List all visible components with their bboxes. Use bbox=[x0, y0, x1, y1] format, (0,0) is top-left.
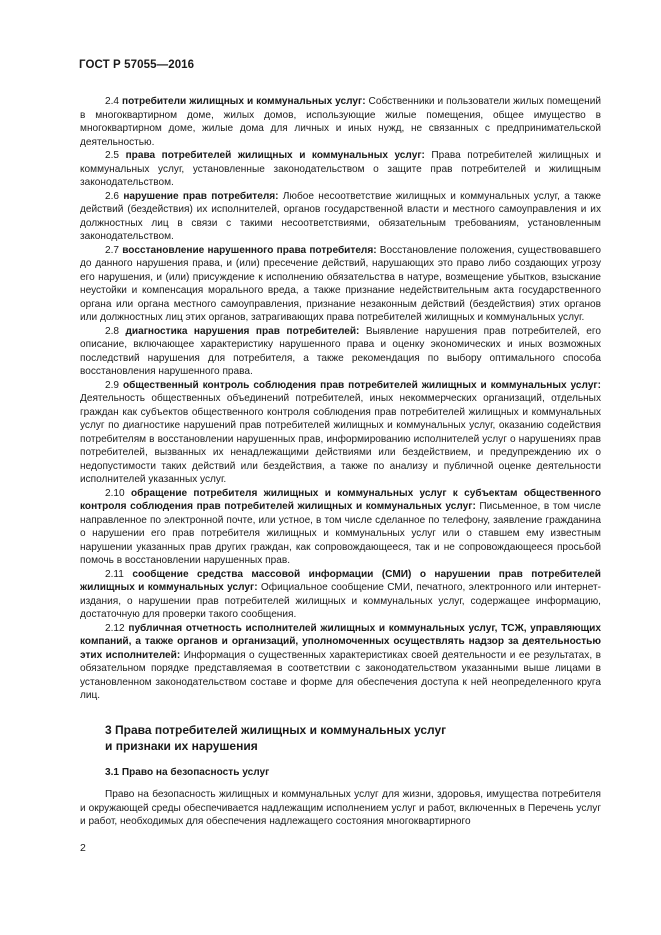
definition-2-5: 2.5 права потребителей жилищных и коммунальных услуг: Права потребителей жилищных и коммунальных услуг, установленные законодательством о защите прав потребителей и жилищным законодательством. bbox=[80, 150, 601, 188]
document-header: ГОСТ Р 57055—2016 bbox=[79, 59, 195, 71]
subsection-title: 3.1 Право на безопасность услуг bbox=[105, 766, 270, 778]
definition-2-10: 2.10 обращение потребителя жилищных и коммунальных услуг к субъектам общественного контроля соблюдения прав потребителей жилищных и коммунальных услуг: Письменное, в том числе направленное по электронной почте, или устное, в том числе сделанное по телефону, заявление гражданина о нарушении его прав потребителя жилищных и коммунальных услуг или о ставшем ему известным нарушении указанных прав других граждан, как сопровождающееся, так и не сопровождающееся просьбой помочь в восстановлении нарушенных прав. bbox=[80, 487, 601, 566]
final-paragraph: Право на безопасность жилищных и коммунальных услуг для жизни, здоровья, имущества потребителя и окружающей среды обеспечивается надлежащим исполнением услуг и работ, включенных в Перечень услуг и работ, необходимых для обеспечения надлежащего состояния многоквартирного bbox=[80, 789, 601, 827]
section-title-line-1: 3 Права потребителей жилищных и коммунальных услуг bbox=[105, 722, 447, 737]
document-body bbox=[80, 95, 601, 829]
section-title-line-2: и признаки их нарушения bbox=[105, 738, 258, 753]
definition-2-4: 2.4 потребители жилищных и коммунальных услуг: Собственники и пользователи жилых помещений в многоквартирном доме, жилых домов, использующие жилые помещения, общее имущество в многоквартирном доме, жилые дома для личных и иных нужд, не связанных с предпринимательской деятельностью. bbox=[80, 96, 601, 148]
definition-2-12: 2.12 публичная отчетность исполнителей жилищных и коммунальных услуг, ТСЖ, управляющих компаний, а также органов и организаций, уполномоченных осуществлять надзор за деятельностью этих исполнителей: Информация о существенных характеристиках своей деятельности и ее результатах, в обязательном порядке представляемая в соответствии с законодательством указанными выше лицами в установленном законодательством составе и форме для обеспечения доступа к ней неопределенного круга лиц. bbox=[80, 622, 601, 701]
definition-2-8: 2.8 диагностика нарушения прав потребителей: Выявление нарушения прав потребителей, его описание, включающее характеристику нарушенного права и оценку экономических и иных возможных последствий нарушения для потребителя, а также рекомендация по выбору оптимального способа восстановления нарушенного права. bbox=[80, 325, 601, 377]
section-title bbox=[80, 722, 601, 754]
definition-2-9: 2.9 общественный контроль соблюдения прав потребителей жилищных и коммунальных услуг: Деятельность общественных объединений потребителей, иных некоммерческих организаций, отдельных граждан как субъектов общественного контроля соблюдения прав потребителей жилищных и коммунальных услуг по диагностике нарушений прав потребителей жилищных и коммунальных услуг, оказанию содействия потребителям в восстановлении нарушенных прав, информированию исполнителей услуг о нарушениях прав потребителей, вызванных их ненадлежащими действиями или бездействием, и предупреждению их о недопустимости таких действий или бездействия, а также по анализу и публичной оценке деятельности исполнителей указанных услуг. bbox=[80, 379, 601, 485]
page-number: 2 bbox=[80, 842, 86, 854]
definition-2-11: 2.11 сообщение средства массовой информации (СМИ) о нарушении прав потребителей жилищных и коммунальных услуг: Официальное сообщение СМИ, печатного, электронного или интернет-издания, о нарушении прав потребителей жилищных и коммунальных услуг, содержащее информацию, достаточную для проверки такого сообщения. bbox=[80, 568, 601, 620]
definition-2-7: 2.7 восстановление нарушенного права потребителя: Восстановление положения, существовавшего до данного нарушения права, и (или) пресечение действий, нарушающих это право либо создающих угрозу его нарушения, и (или) присуждение к исполнению обязательства в натуре, возмещение убытков, взыскание неустойки и компенсация морального вреда, а также признание недействительным акта государственного органа или органа местного самоуправления, признание незаконным действий (бездействия) этих органов или должностных лиц этих органов, затрагивающих права потребителей жилищных и коммунальных услуг. bbox=[80, 244, 602, 323]
definition-2-6: 2.6 нарушение прав потребителя: Любое несоответствие жилищных и коммунальных услуг, а также действий (бездействия) их исполнителей, органов государственной власти и местного самоуправления и их должностных лиц в связи с такими несоответствиями, обязательным требованиям, установленным законодательством. bbox=[80, 190, 601, 242]
